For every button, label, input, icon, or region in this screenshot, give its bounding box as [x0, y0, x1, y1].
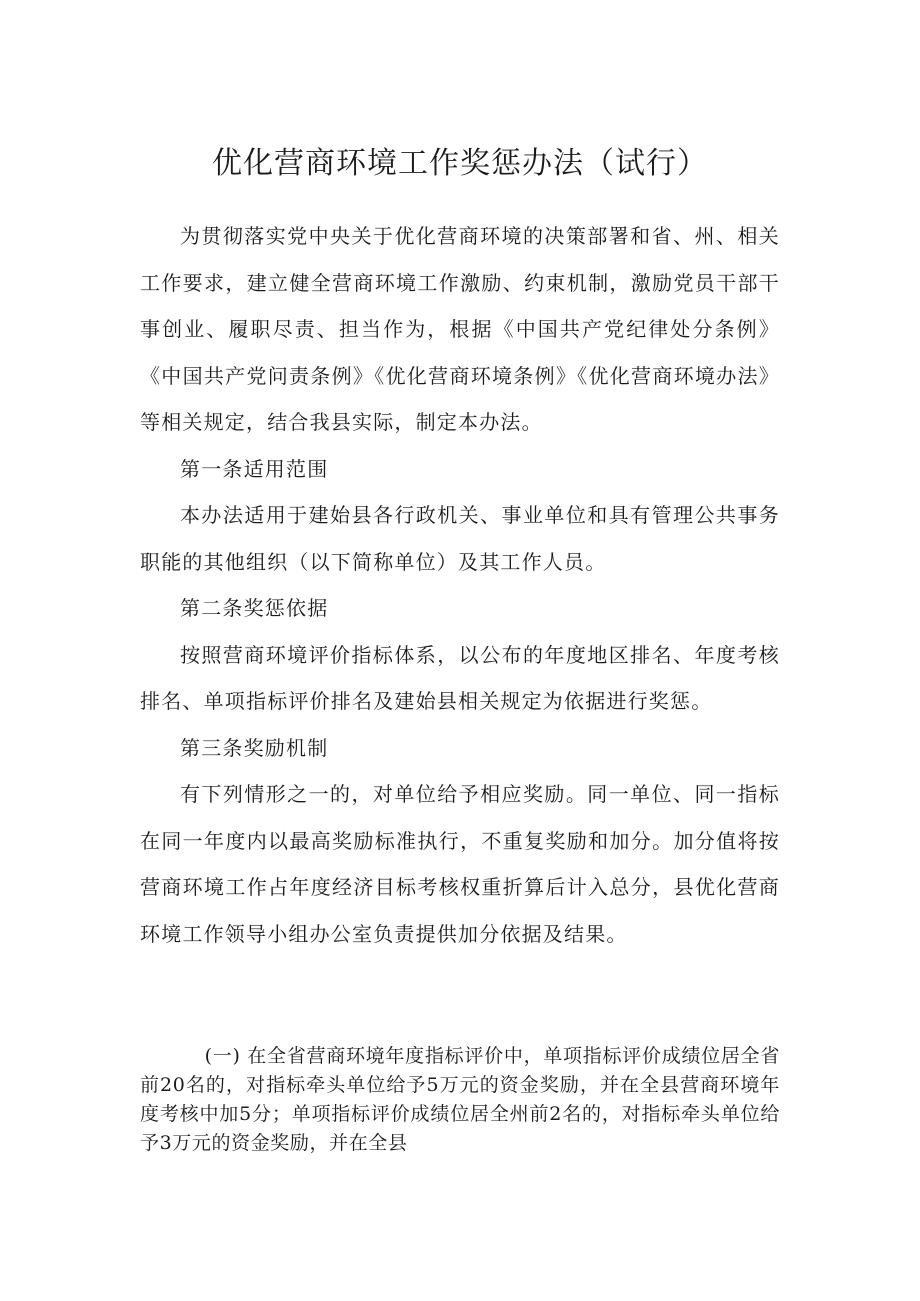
- article-3-text: 有下列情形之一的，对单位给予相应奖励。同一单位、同一指标在同一年度内以最高奖励标准执行，不重复奖励和加分。加分值将按营商环境工作占年度经济目标考核权重折算后计入总分，县优化营商环境工作领导小组办公室负责提供加分依据及结果。: [140, 782, 780, 946]
- article-1-heading: 第一条适用范围: [180, 456, 329, 481]
- article-2-heading: 第二条奖惩依据: [180, 596, 329, 620]
- document-body: [140, 213, 780, 957]
- reward-item-block: [140, 1042, 780, 1158]
- article-1-text: 本办法适用于建始县各行政机关、事业单位和具有管理公共事务职能的其他组织（以下简称单位）及其工作人员。: [140, 503, 780, 574]
- preamble-paragraph: 为贯彻落实党中央关于优化营商环境的决策部署和省、州、相关工作要求，建立健全营商环境工作激励、约束机制，激励党员干部干事创业、履职尽责、担当作为，根据《中国共产党纪律处分条例》《中国共产党问责条例》《优化营商环境条例》《优化营商环境办法》等相关规定，结合我县实际，制定本办法。: [140, 224, 780, 434]
- article-3-heading: 第三条奖励机制: [180, 735, 329, 760]
- document-title: 优化营商环境工作奖惩办法（试行）: [212, 146, 708, 181]
- article-2-text: 按照营商环境评价指标体系，以公布的年度地区排名、年度考核排名、单项指标评价排名及建始县相关规定为依据进行奖惩。: [140, 642, 780, 713]
- reward-item-1: (一) 在全省营商环境年度指标评价中，单项指标评价成绩位居全省前20名的，对指标牵头单位给予5万元的资金奖励，并在全县营商环境年度考核中加5分；单项指标评价成绩位居全州前2名的，对指标牵头单位给予3万元的资金奖励，并在全县: [140, 1045, 780, 1154]
